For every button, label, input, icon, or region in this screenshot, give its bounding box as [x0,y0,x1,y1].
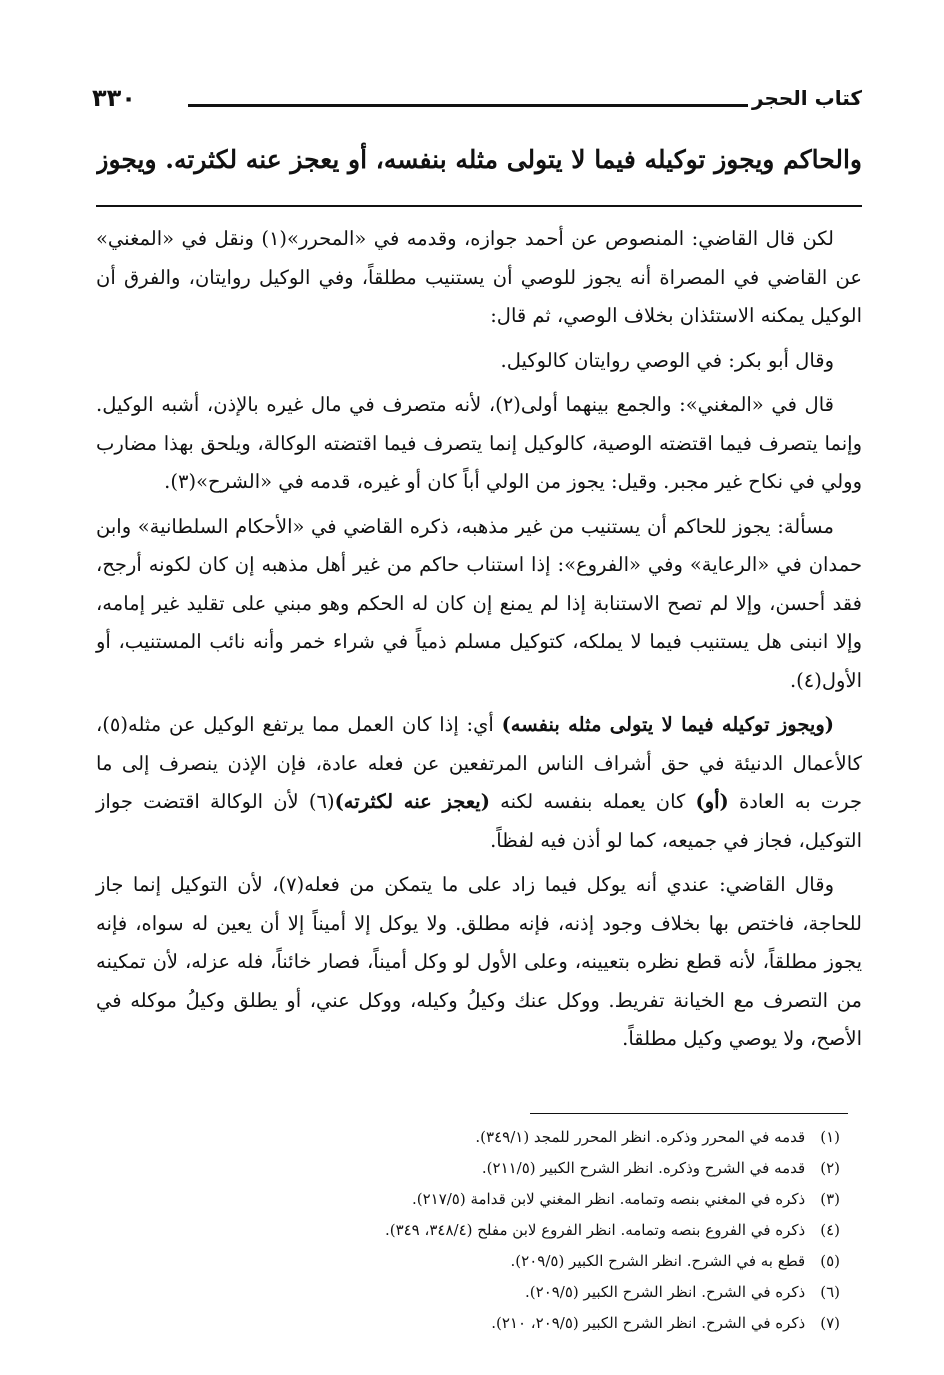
matn-quote: (أو) [695,790,729,813]
footnote-text: قدمه في المحرر وذكره. انظر المحرر للمجد (٣٤٩/١). [475,1128,806,1146]
paragraph-1: لكن قال القاضي: المنصوص عن أحمد جوازه، وقدمه في «المحرر»(١) ونقل في «المغني» عن القاضي في المصراة أنه يجوز للوصي أن يستنيب مطلقاً، وفي الوكيل روايتان، والفرق أن الوكيل يمكنه الاستئذان بخلاف الوصي، ثم قال: [96,227,862,327]
footnote-number: (٤) [820,1221,840,1239]
page-number: ٣٣٠ [92,84,136,112]
paragraph-3: قال في «المغني»: والجمع بينهما أولى(٢)، لأنه متصرف في مال غيره بالإذن، أشبه الوكيل. وإنما يتصرف فيما اقتضته الوصية، كالوكيل إنما يتصرف فيما اقتضته الوكالة، ويلحق بهذا مضارب وولي في نكاح غير مجبر. وقيل: يجوز من الولي أباً كان أو غيره، قدمه في «الشرح»(٣). [96,393,862,493]
footnote-number: (٧) [820,1314,840,1332]
paragraph-5-text: (٦) لأن الوكالة اقتضت جواز التوكيل، فجاز في جميعه، كما لو أذن فيه لفظاً. [96,790,862,852]
footnote-item [96,1308,862,1339]
header-rule [188,104,748,107]
matn-quote: (ويجوز توكيله فيما لا يتولى مثله بنفسه) [501,713,834,736]
matn-divider [96,205,862,207]
footnote-item [96,1246,862,1277]
paragraph-5 [96,706,862,860]
paragraph-4: مسألة: يجوز للحاكم أن يستنيب من غير مذهبه، ذكره القاضي في «الأحكام السلطانية» وابن حمدان في «الرعاية» وفي «الفروع»: إذا استناب حاكم من غير أهل مذهبه إن كان لكونه أرجح، فقد أحسن، وإلا لم تصح الاستنابة إذا لم يمنع إن كان له الحكم وهو مبني على تقليد غير إمامه، وإلا انبنى هل يستنيب فيما لا يملكه، كتوكيل مسلم ذمياً في شراء خمر وأنه نائب المستنيب، أو الأول(٤). [96,514,862,692]
footnote-number: (١) [820,1128,840,1146]
footnotes-list [96,1122,862,1339]
footnote-number: (٣) [820,1190,840,1208]
running-header [92,84,862,116]
footnote-number: (٦) [820,1283,840,1301]
footnote-divider [530,1113,848,1114]
book-title: كتاب الحجر [752,86,862,110]
footnote-text: قدمه في الشرح وذكره. انظر الشرح الكبير (٢١١/٥). [481,1159,806,1177]
footnote-item [96,1153,862,1184]
footnote-number: (٥) [820,1252,840,1270]
footnote-text: ذكره في الفروع بنصه وتمامه. انظر الفروع لابن مفلح (٣٤٨/٤، ٣٤٩). [384,1221,806,1239]
footnote-text: ذكره في المغني بنصه وتمامه. انظر المغني لابن قدامة (٢١٧/٥). [411,1190,806,1208]
footnote-text: قطع به في الشرح. انظر الشرح الكبير (٢٠٩/٥). [510,1252,806,1270]
paragraph-5-text: كان يعمله بنفسه لكنه [489,790,696,813]
paragraph-6: وقال القاضي: عندي أنه يوكل فيما زاد على ما يتمكن من فعله(٧)، لأن التوكيل إنما جاز للحاجة، فاختص بها بخلاف وجود إذنه، فإنه مطلق. ولا يوكل إلا أميناً إلا أن يعين له سواه، فإنه يجوز مطلقاً، لأنه قطع نظره بتعيينه، وعلى الأول لو وكل أميناً، فصار خائناً، فله عزله، لأن تمكينه من التصرف مع الخيانة تفريط. ووكل عنك وكيلُ وكيله، ووكل عني، أو يطلق وكيلُ موكله في الأصح، ولا يوصي وكيل مطلقاً. [96,873,862,1050]
footnote-number: (٢) [820,1159,840,1177]
paragraph-5-text: أي: إذا كان العمل مما يرتفع الوكيل عن مثله(٥)، كالأعمال الدنيئة في حق أشراف الناس المرتفعين عن فعله عادة، فإن الإذن ينصرف إلى ما جرت به العادة [96,713,862,813]
footnote-text: ذكره في الشرح. انظر الشرح الكبير (٢٠٩/٥، ٢١٠). [491,1314,806,1332]
commentary-body [96,220,862,1065]
footnote-item [96,1215,862,1246]
footnote-item [96,1277,862,1308]
matn-text: والحاكم ويجوز توكيله فيما لا يتولى مثله بنفسه، أو يعجز عنه لكثرته. ويجوز [96,145,862,174]
footnote-item [96,1184,862,1215]
footnote-item [96,1122,862,1153]
footnote-text: ذكره في الشرح. انظر الشرح الكبير (٢٠٩/٥). [525,1283,806,1301]
paragraph-2: وقال أبو بكر: في الوصي روايتان كالوكيل. [500,348,834,372]
matn-quote: (يعجز عنه لكثرته) [334,790,490,813]
